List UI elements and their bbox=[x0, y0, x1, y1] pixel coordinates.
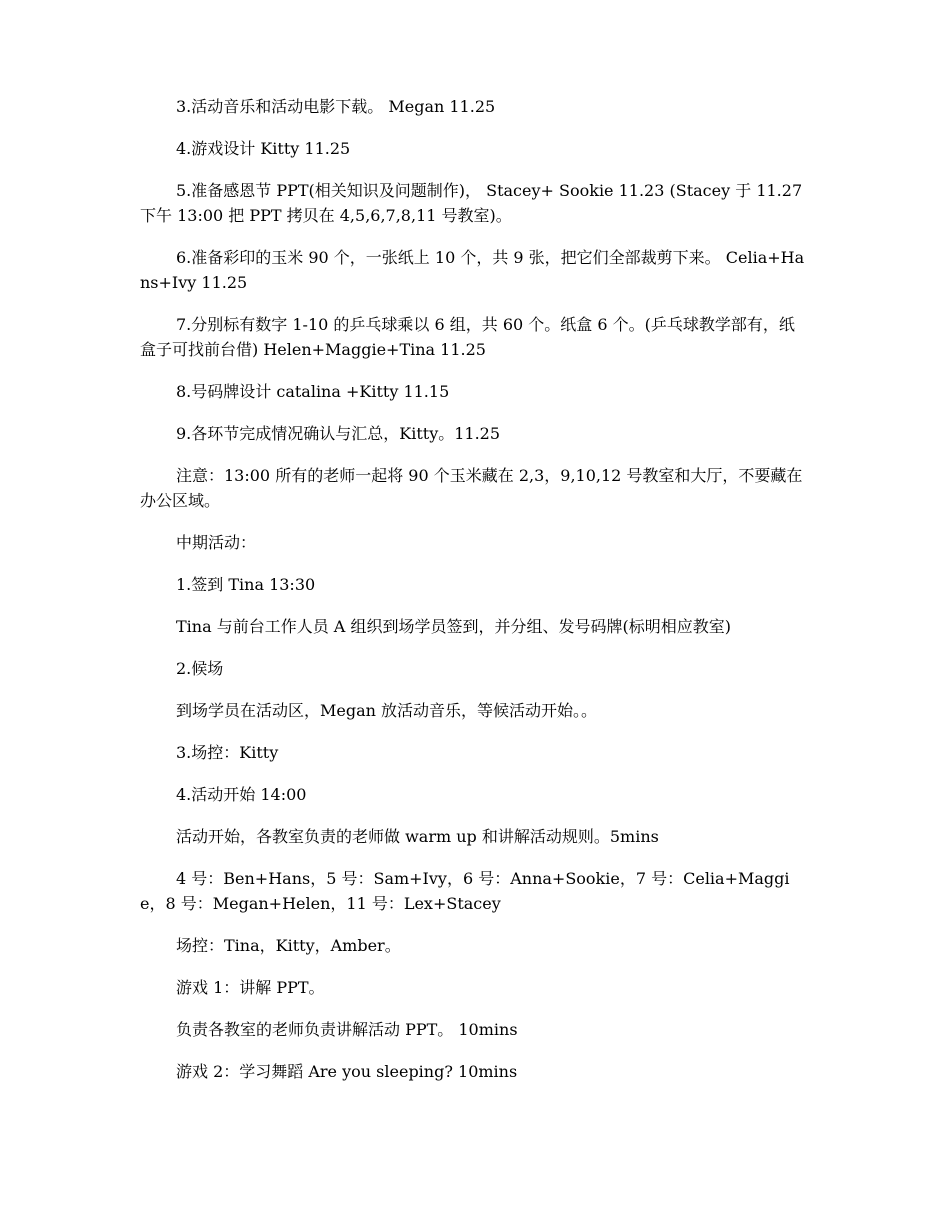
paragraph: 1.签到 Tina 13:30 bbox=[176, 575, 316, 594]
paragraph: 游戏 1：讲解 PPT。 bbox=[176, 978, 325, 997]
paragraph: 2.候场 bbox=[176, 659, 224, 678]
paragraph: 6.准备彩印的玉米 90 个，一张纸上 10 个，共 9 张，把它们全部裁剪下来。 Celia+Hans+Ivy 11.25 bbox=[140, 248, 805, 292]
paragraph: 4.活动开始 14:00 bbox=[176, 785, 307, 804]
document-body bbox=[140, 94, 808, 1101]
paragraph: Tina 与前台工作人员 A 组织到场学员签到，并分组、发号码牌(标明相应教室) bbox=[176, 617, 731, 636]
paragraph: 3.场控：Kitty bbox=[176, 743, 279, 762]
paragraph: 游戏 2：学习舞蹈 Are you sleeping? 10mins bbox=[176, 1062, 518, 1081]
paragraph: 场控：Tina，Kitty，Amber。 bbox=[176, 936, 401, 955]
paragraph: 9.各环节完成情况确认与汇总，Kitty。11.25 bbox=[176, 424, 501, 443]
paragraph: 5.准备感恩节 PPT(相关知识及问题制作)， Stacey+ Sookie 11.23 (Stacey 于 11.27 下午 13:00 把 PPT 拷贝在 4,5,6,7,8,11 号教室)。 bbox=[140, 181, 803, 225]
paragraph: 到场学员在活动区，Megan 放活动音乐，等候活动开始。。 bbox=[176, 701, 598, 720]
paragraph: 7.分别标有数字 1-10 的乒乓球乘以 6 组，共 60 个。纸盒 6 个。(乒乓球教学部有，纸盒子可找前台借) Helen+Maggie+Tina 11.25 bbox=[140, 315, 795, 359]
paragraph: 负责各教室的老师负责讲解活动 PPT。 10mins bbox=[176, 1020, 518, 1039]
paragraph: 8.号码牌设计 catalina +Kitty 11.15 bbox=[176, 382, 450, 401]
paragraph: 活动开始，各教室负责的老师做 warm up 和讲解活动规则。5mins bbox=[176, 827, 659, 846]
paragraph: 4.游戏设计 Kitty 11.25 bbox=[176, 139, 351, 158]
paragraph: 注意：13:00 所有的老师一起将 90 个玉米藏在 2,3，9,10,12 号教室和大厅，不要藏在办公区域。 bbox=[140, 466, 803, 510]
paragraph: 4 号：Ben+Hans，5 号：Sam+Ivy，6 号：Anna+Sookie，7 号：Celia+Maggie，8 号：Megan+Helen，11 号：Lex+Stacey bbox=[140, 869, 790, 913]
paragraph: 3.活动音乐和活动电影下载。 Megan 11.25 bbox=[176, 97, 496, 116]
section-heading: 中期活动： bbox=[176, 533, 257, 552]
